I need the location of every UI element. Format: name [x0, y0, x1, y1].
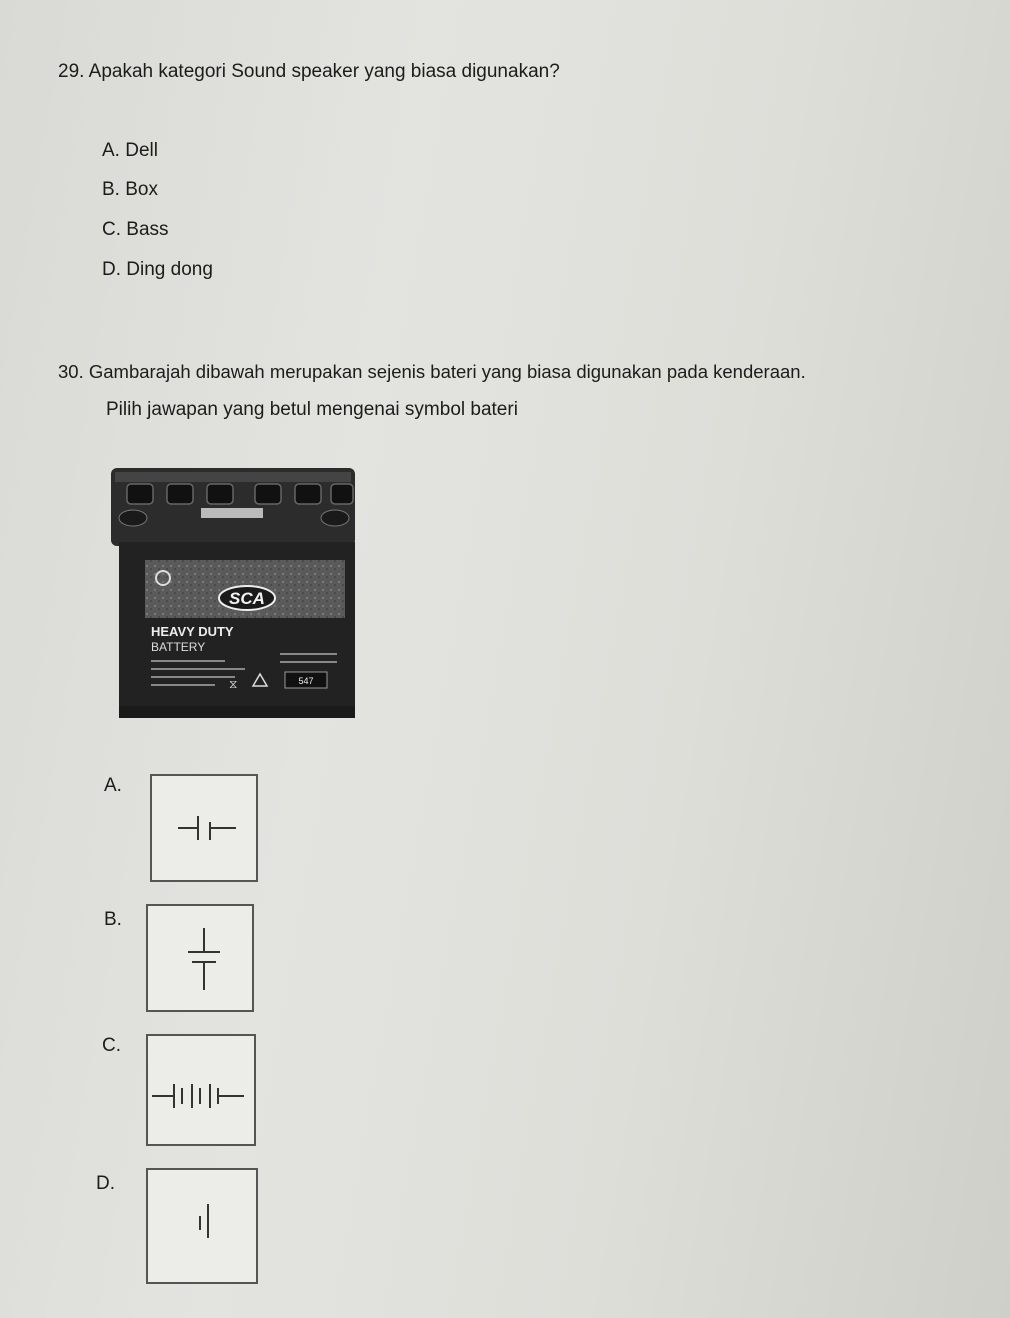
question-30-subtitle: Pilih jawapan yang betul mengenai symbol bateri — [106, 399, 518, 420]
battery-model-number: 547 — [298, 676, 314, 686]
q29-option-b[interactable]: B. Box — [102, 179, 158, 200]
q30-option-b-label[interactable]: B. — [104, 909, 122, 930]
question-29-title: 29. Apakah kategori Sound speaker yang biasa digunakan? — [58, 61, 560, 82]
car-battery-image — [105, 468, 363, 720]
battery-text-heavy-duty: HEAVY DUTY — [151, 624, 234, 639]
q30-option-a-box[interactable] — [150, 774, 258, 882]
q30-option-c-label[interactable]: C. — [102, 1035, 121, 1056]
battery-text-battery: BATTERY — [151, 640, 206, 654]
partial-cell-icon — [148, 1170, 256, 1282]
question-30-title: 30. Gambarajah dibawah merupakan sejenis bateri yang biasa digunakan pada kenderaan. — [58, 361, 806, 382]
q29-option-a[interactable]: A. Dell — [102, 140, 158, 161]
svg-text:⧖: ⧖ — [229, 677, 238, 691]
q29-option-d[interactable]: D. Ding dong — [102, 259, 213, 280]
q29-option-c[interactable]: C. Bass — [102, 219, 169, 240]
q30-option-b-box[interactable] — [146, 904, 254, 1012]
q30-option-c-box[interactable] — [146, 1034, 256, 1146]
q30-option-d-label[interactable]: D. — [96, 1173, 115, 1194]
battery-brand-logo: SCA — [229, 589, 265, 608]
q30-option-a-label[interactable]: A. — [104, 775, 122, 796]
battery-cell-vertical-icon — [148, 906, 252, 1010]
q30-option-d-box[interactable] — [146, 1168, 258, 1284]
battery-cell-horizontal-icon — [152, 776, 256, 880]
multi-cell-battery-icon — [148, 1036, 254, 1144]
